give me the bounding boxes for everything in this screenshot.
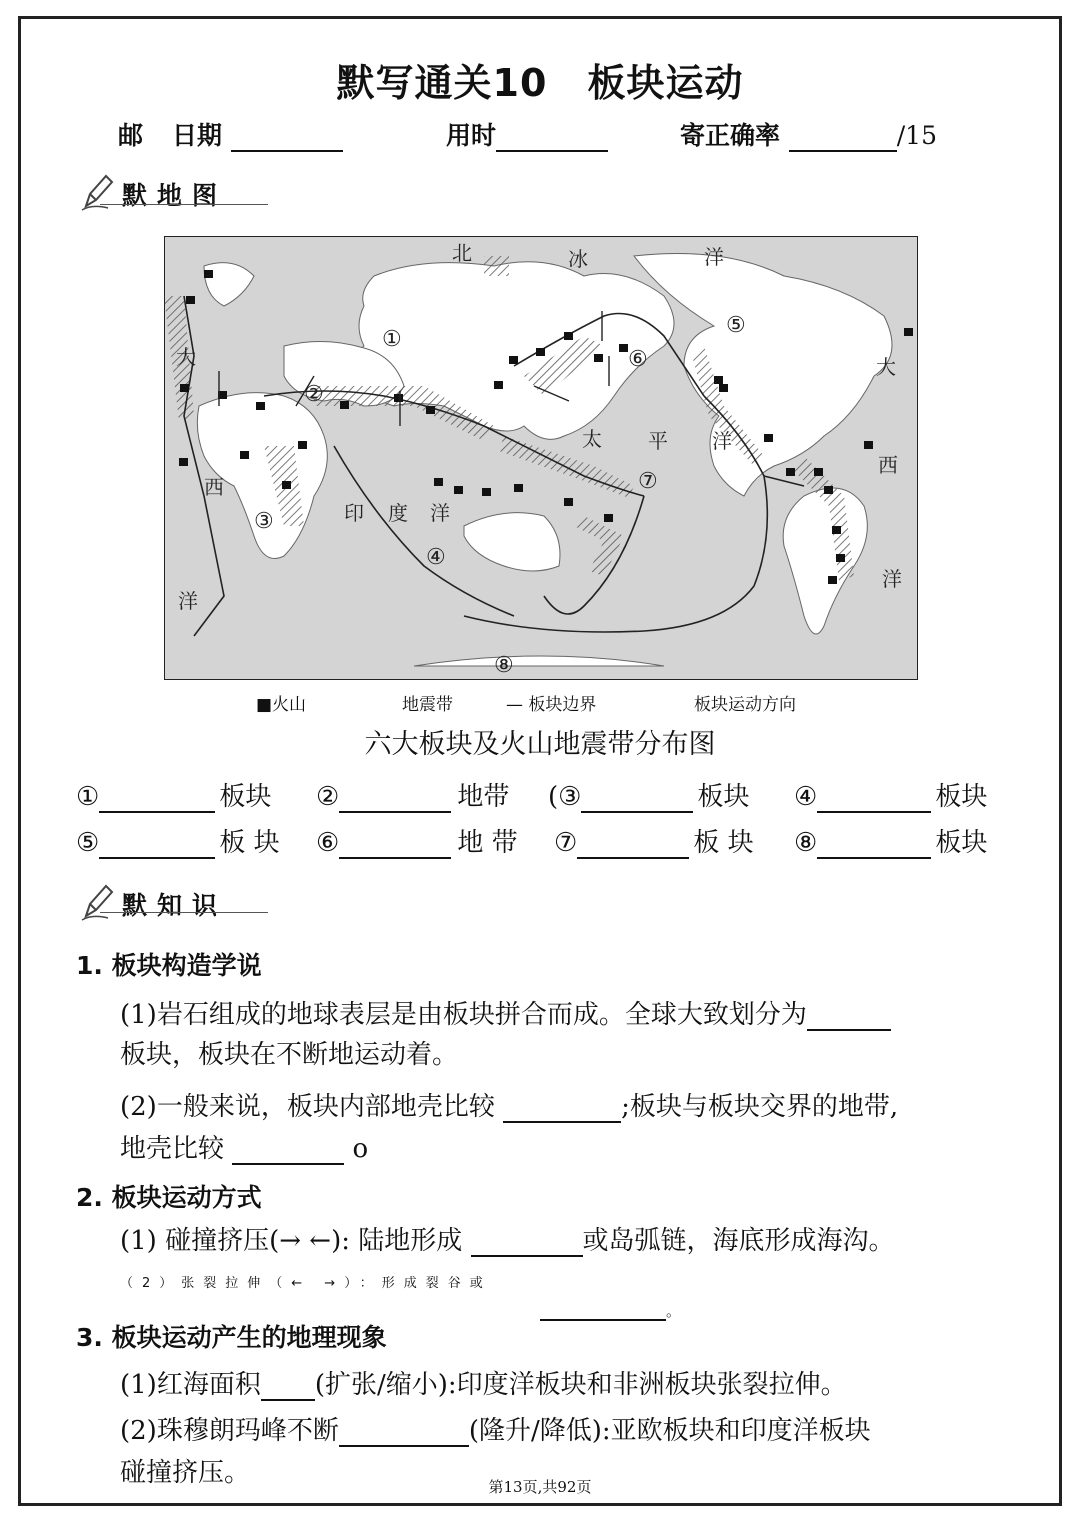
plate-number-6: ⑥: [628, 347, 648, 372]
legend-quake: 地震带: [402, 695, 453, 715]
q2-p2-blank[interactable]: 。: [540, 1300, 681, 1321]
page-title: 默写通关10 板块运动: [336, 61, 744, 105]
section-underline: [100, 204, 268, 205]
header-prefix: 邮: [118, 121, 144, 150]
map-label-north: 北: [452, 241, 472, 265]
plate-number-1: ①: [382, 327, 402, 352]
legend-boundary: — 板块边界: [506, 695, 597, 715]
legend-direction: 板块运动方向: [694, 695, 796, 715]
fill-item-7[interactable]: ⑦ 板 块: [554, 828, 754, 858]
plate-number-7: ⑦: [638, 469, 658, 494]
q3-heading: 3. 板块运动产生的地理现象: [76, 1323, 387, 1352]
accuracy-field[interactable]: 寄正确率 /15: [680, 121, 937, 150]
fill-item-3[interactable]: (③ 板块: [548, 782, 750, 812]
map-label-ice: 冰: [568, 247, 588, 271]
section-map-title: 默地图: [122, 181, 228, 210]
fill-item-5[interactable]: ⑤ 板 块: [76, 828, 280, 858]
map-label-yin: 印: [344, 501, 364, 525]
map-label-yang-ind: 洋: [430, 501, 450, 525]
fill-item-2[interactable]: ② 地带: [316, 782, 510, 812]
q3-p2-line1[interactable]: (2)珠穆朗玛峰不断 (隆升/降低):亚欧板块和印度洋板块: [120, 1416, 871, 1446]
q1-p1-line2: 板块，板块在不断地运动着。: [120, 1040, 459, 1070]
page-number: 第13页,共92页: [488, 1478, 592, 1496]
time-field[interactable]: 用时: [446, 116, 608, 152]
map-label-du: 度: [388, 501, 408, 525]
map-label-tai: 太: [582, 427, 602, 451]
q3-p1[interactable]: (1)红海面积 (扩张/缩小):印度洋板块和非洲板块张裂拉伸。: [120, 1370, 847, 1400]
plate-number-5: ⑤: [726, 313, 746, 338]
map-label-xi-left: 西: [204, 475, 224, 499]
q1-heading: 1. 板块构造学说: [76, 951, 262, 980]
map-label-ping: 平: [648, 429, 668, 453]
map-label-da-left: 大: [176, 345, 196, 369]
q3-p2-line2: 碰撞挤压。: [120, 1458, 251, 1488]
q2-p2: （2）张裂拉伸（← →）：形成裂谷或: [120, 1276, 492, 1291]
q1-p1-line1[interactable]: (1)岩石组成的地球表层是由板块拼合而成。全球大致划分为: [120, 994, 891, 1031]
fill-item-6[interactable]: ⑥ 地 带: [316, 828, 518, 858]
map-caption: 六大板块及火山地震带分布图: [364, 729, 716, 760]
legend-volcano: ■火山: [256, 695, 307, 715]
fill-item-8[interactable]: ⑧ 板块: [794, 828, 988, 858]
map-label-da-right: 大: [876, 355, 896, 379]
map-label-xi-right: 西: [878, 453, 898, 477]
map-label-yang-right: 洋: [882, 567, 902, 591]
plate-number-2: ②: [304, 382, 324, 407]
map-label-yang-left: 洋: [178, 589, 198, 613]
q2-heading: 2. 板块运动方式: [76, 1183, 262, 1212]
fill-item-4[interactable]: ④ 板块: [794, 782, 988, 812]
plate-number-3: ③: [254, 509, 274, 534]
q1-p2-line2[interactable]: 地壳比较 o: [120, 1134, 369, 1164]
pencil-icon: [78, 880, 114, 922]
pencil-icon: [78, 170, 114, 212]
plate-number-4: ④: [426, 545, 446, 570]
fill-item-1[interactable]: ① 板块: [76, 782, 272, 812]
plate-map: [164, 236, 918, 680]
q2-p1[interactable]: (1) 碰撞挤压(→ ←): 陆地形成 或岛弧链，海底形成海沟。: [120, 1226, 895, 1256]
map-label-ocean-top: 洋: [704, 245, 724, 269]
section-knowledge-title: 默知识: [122, 891, 228, 920]
q1-p2-line1[interactable]: (2)一般来说，板块内部地壳比较 ;板块与板块交界的地带,: [120, 1092, 899, 1122]
plate-number-8: ⑧: [494, 653, 514, 678]
date-field[interactable]: 日期: [172, 116, 343, 152]
section-underline: [100, 912, 268, 913]
map-label-yang-pac: 洋: [712, 429, 732, 453]
